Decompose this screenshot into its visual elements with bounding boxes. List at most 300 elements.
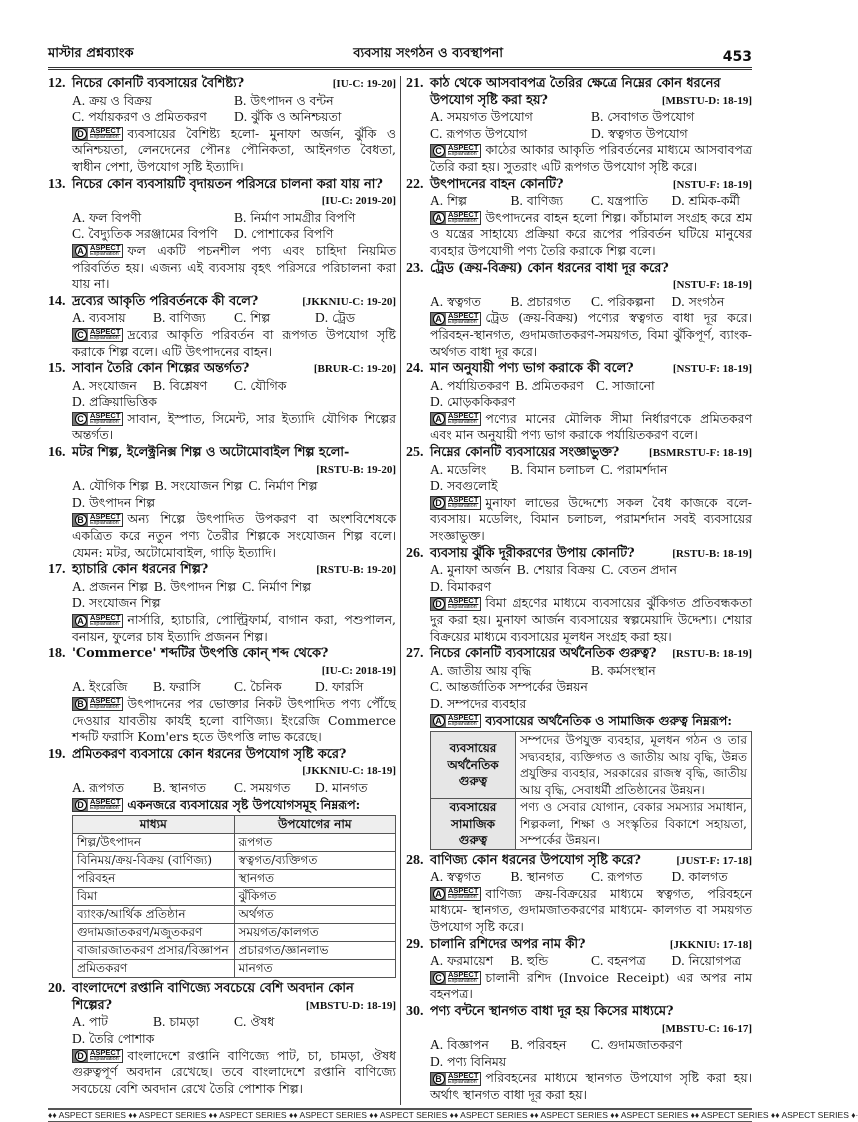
options-list	[430, 1037, 752, 1070]
aspect-logo	[88, 413, 122, 425]
option-letter: B.	[510, 193, 523, 209]
explanation-label: Explanation	[448, 603, 477, 610]
option-d[interactable]	[315, 679, 396, 696]
question-text-block	[430, 76, 752, 109]
answer-letter: B	[75, 514, 87, 526]
explanation	[430, 886, 752, 936]
right-column	[400, 76, 752, 1105]
question-text-block	[430, 177, 752, 194]
exam-source-tag: [MBSTU-D: 18-19]	[305, 999, 396, 1012]
options-list	[72, 378, 396, 411]
aspect-label: ASPECT	[90, 243, 121, 253]
option-letter: D.	[315, 679, 329, 695]
explanation-label: Explanation	[448, 894, 477, 901]
option-text: ফারসি	[332, 679, 364, 695]
option-text: রূপগত	[607, 869, 643, 885]
importance-table	[430, 731, 752, 850]
exam-source-tag: [BRUR-C: 19-20]	[313, 363, 396, 376]
explanation	[72, 327, 396, 360]
explanation	[72, 1048, 396, 1098]
answer-letter: A	[75, 615, 87, 627]
question-text: নিচের কোনটি ব্যবসায়ের বৈশিষ্ট্য?	[72, 76, 245, 91]
answer-explanation-badge	[430, 496, 481, 510]
option-letter: C.	[591, 869, 604, 885]
answer-letter: B	[433, 1073, 445, 1085]
question-number: 22.	[406, 176, 424, 192]
option-d[interactable]	[672, 869, 753, 886]
options-list	[430, 869, 752, 886]
options-list	[430, 109, 752, 142]
option-text: বৈদ্যুতিক সরঞ্জামের বিপণি	[88, 226, 218, 242]
option-text: ফরাসি	[169, 679, 201, 695]
option-a[interactable]	[430, 562, 517, 579]
option-a[interactable]	[72, 579, 154, 596]
answer-letter: C	[75, 329, 87, 341]
option-a[interactable]	[72, 679, 153, 696]
aspect-label: ASPECT	[448, 142, 479, 152]
option-a[interactable]	[430, 1037, 511, 1054]
option-d[interactable]	[672, 953, 753, 970]
option-d[interactable]	[72, 394, 163, 411]
option-letter: D.	[72, 1030, 86, 1046]
option-a[interactable]	[72, 478, 155, 495]
option-c[interactable]	[430, 126, 591, 143]
table-cell: বিনিময়/ক্রয়-বিক্রয় (বাণিজ্য)	[73, 852, 235, 870]
question-text: নিচের কোনটি ব্যবসায়ের অর্থনৈতিক গুরুত্ব?	[430, 646, 657, 662]
option-letter: B.	[591, 662, 604, 678]
answer-explanation-badge	[72, 244, 123, 258]
utility-table	[72, 815, 396, 978]
option-text: হুন্ডি	[526, 953, 549, 969]
table-cell: স্থানগত	[234, 870, 396, 888]
option-d[interactable]	[430, 579, 511, 596]
question-text-block	[430, 261, 752, 294]
question-item	[48, 646, 396, 746]
option-text: প্রক্রিয়াভিত্তিক	[89, 394, 157, 410]
question-item	[48, 294, 396, 360]
option-c[interactable]	[72, 226, 234, 243]
option-letter: C.	[248, 478, 261, 494]
option-letter: C.	[591, 953, 604, 969]
answer-explanation-badge	[430, 714, 481, 728]
question-text-block	[430, 937, 752, 954]
question-item	[406, 76, 752, 176]
answer-explanation-badge	[72, 127, 123, 141]
option-text: উৎপাদন শিল্প	[89, 494, 155, 510]
answer-explanation-badge	[72, 697, 123, 711]
explanation-label: Explanation	[90, 419, 119, 426]
question-number: 30.	[406, 1004, 424, 1019]
option-d[interactable]	[672, 294, 753, 311]
option-text: নিয়োগপত্র	[688, 953, 742, 969]
option-text: বাণিজ্য	[526, 193, 564, 209]
answer-explanation-badge	[430, 887, 481, 901]
options-list	[72, 1014, 396, 1047]
option-c[interactable]	[591, 294, 672, 311]
explanation-label: Explanation	[90, 134, 119, 141]
explanation-label: Explanation	[448, 978, 477, 985]
option-a[interactable]	[430, 663, 591, 680]
option-b[interactable]	[511, 193, 592, 210]
answer-explanation-badge	[72, 1049, 123, 1063]
answer-explanation-badge	[72, 614, 123, 628]
option-b[interactable]	[591, 663, 752, 680]
option-letter: C.	[234, 1014, 247, 1030]
explanation-label: Explanation	[90, 519, 119, 526]
table-row	[73, 888, 396, 906]
question-text-block	[430, 361, 752, 378]
explanation-text: উৎপাদনের বাহন হলো শিল্প। কাঁচামাল সংগ্রহ করে শ্রম ও যন্ত্রের সাহায্যে প্রক্রিয়া করে রূপের পরিবর্তন ঘটিয়ে মানুষের ব্যবহার উপযোগী পণ্য তৈরি করাকে শিল্প বলে।	[430, 209, 752, 258]
option-a[interactable]	[430, 462, 511, 479]
options-list	[72, 310, 396, 327]
answer-letter: C	[433, 972, 445, 984]
options-list	[430, 663, 752, 713]
option-d[interactable]	[672, 193, 753, 210]
option-b[interactable]	[511, 294, 592, 311]
table-cell: রূপগত	[234, 834, 396, 852]
option-a[interactable]	[430, 193, 511, 210]
options-list	[430, 562, 752, 595]
option-b[interactable]	[154, 579, 242, 596]
answer-explanation-badge	[430, 412, 481, 426]
option-b[interactable]	[153, 378, 234, 395]
option-c[interactable]	[249, 478, 330, 495]
table-row	[431, 732, 752, 799]
answer-circle-icon	[431, 413, 446, 425]
option-c[interactable]	[591, 953, 672, 970]
option-b[interactable]	[511, 1037, 592, 1054]
option-c[interactable]	[591, 193, 672, 210]
option-text: রূপগত	[89, 779, 124, 795]
option-text: মুনাফা অর্জন	[447, 562, 511, 578]
option-a[interactable]	[430, 294, 511, 311]
question-number: 15.	[48, 361, 66, 377]
option-a[interactable]	[72, 1014, 153, 1031]
question-text: বাণিজ্য কোন ধরনের উপযোগ সৃষ্টি করে?	[430, 852, 641, 868]
option-letter: D.	[315, 310, 329, 326]
aspect-logo	[88, 245, 122, 257]
question-text-block	[72, 294, 396, 311]
option-letter: B.	[516, 562, 530, 578]
option-b[interactable]	[234, 210, 396, 227]
aspect-label: ASPECT	[448, 1070, 479, 1080]
answer-circle-icon	[73, 128, 88, 140]
question-item	[406, 361, 752, 444]
explanation-label: Explanation	[448, 1078, 477, 1085]
question-text-block	[72, 981, 396, 1014]
option-letter: C.	[591, 193, 604, 209]
option-letter: B.	[510, 293, 523, 309]
question-text-block	[72, 361, 396, 378]
option-c[interactable]	[234, 310, 315, 327]
chapter-title: ব্যবসায় সংগঠন ও ব্যবস্থাপনা	[353, 46, 504, 61]
aspect-label: ASPECT	[448, 495, 479, 505]
options-list	[430, 462, 752, 495]
answer-letter: A	[433, 413, 445, 425]
explanation-label: Explanation	[90, 805, 119, 812]
option-c[interactable]	[242, 579, 323, 596]
exam-source-tag: [BSMRSTU-F: 18-19]	[649, 447, 752, 460]
option-b[interactable]	[515, 378, 596, 395]
question-item	[406, 1004, 752, 1104]
option-letter: C.	[591, 1037, 604, 1053]
option-c[interactable]	[601, 462, 682, 479]
question-number: 19.	[48, 746, 66, 762]
exam-source-tag: [NSTU-F: 18-19]	[672, 363, 752, 376]
option-text: আন্তর্জাতিক সম্পর্কের উন্নয়ন	[446, 679, 588, 695]
options-list	[430, 193, 752, 210]
aspect-logo	[88, 329, 122, 341]
option-text: নির্মাণ শিল্প	[264, 478, 318, 494]
option-a[interactable]	[430, 869, 511, 886]
option-text: চামড়া	[169, 1014, 199, 1030]
explanation-label: Explanation	[90, 704, 119, 711]
table-cell: প্রমিতকরণ	[73, 960, 235, 978]
row-heading: ব্যবসায়ের সামাজিক গুরুত্ব	[431, 799, 516, 850]
option-a[interactable]	[72, 210, 234, 227]
option-d[interactable]	[591, 126, 752, 143]
question-text: ট্রেড (ক্রয়-বিক্রয়) কোন ধরনের বাধা দূর করে?	[430, 260, 669, 276]
table-row	[73, 960, 396, 978]
question-text: প্রমিতকরণ ব্যবসায়ে কোন ধরনের উপযোগ সৃষ্টি করে?	[72, 746, 347, 762]
answer-letter: D	[75, 1050, 87, 1062]
option-b[interactable]	[511, 462, 601, 479]
option-letter: C.	[234, 779, 247, 795]
explanation-text: দ্রব্যের আকৃতি পরিবর্তন বা রূপগত উপযোগ সৃষ্টি করাকে শিল্প বলে। এটি উৎপাদনের বাহন।	[72, 326, 396, 359]
option-letter: C.	[72, 226, 85, 242]
answer-letter: A	[433, 888, 445, 900]
question-number: 14.	[48, 293, 66, 309]
question-text: পণ্য বন্টনে স্থানগত বাধা দূর হয় কিসের মাধ্যমে?	[430, 1004, 674, 1019]
question-item	[48, 76, 396, 176]
explanation-text: একনজরে ব্যবসায়ের সৃষ্ট উপযোগসমূহ নিম্নরূপ:	[127, 796, 361, 812]
question-number: 28.	[406, 852, 424, 868]
answer-circle-icon	[73, 799, 88, 811]
option-text: সময়গত	[250, 779, 291, 795]
aspect-label: ASPECT	[448, 886, 479, 896]
option-letter: A.	[430, 869, 444, 885]
option-c[interactable]	[596, 378, 677, 395]
option-c[interactable]	[234, 1014, 315, 1031]
aspect-label: ASPECT	[90, 511, 121, 521]
explanation-label: Explanation	[448, 721, 477, 728]
option-b[interactable]	[153, 679, 234, 696]
option-text: সংযোজন শিল্প	[89, 595, 161, 611]
answer-circle-icon	[73, 698, 88, 710]
answer-circle-icon	[73, 514, 88, 526]
question-item	[48, 361, 396, 444]
explanation	[430, 411, 752, 444]
option-text: সেবাগত উপযোগ	[607, 109, 695, 125]
option-text: যৌগিক শিল্প	[89, 478, 149, 494]
aspect-label: ASPECT	[90, 327, 121, 337]
option-text: পর্যায়িতকরণ	[447, 377, 510, 393]
explanation	[72, 696, 396, 746]
option-b[interactable]	[234, 93, 396, 110]
aspect-label: ASPECT	[448, 713, 479, 723]
option-letter: C.	[595, 377, 609, 393]
answer-letter: D	[433, 497, 445, 509]
option-text: গুদামজাতকরণ	[607, 1037, 683, 1053]
option-d[interactable]	[315, 310, 396, 327]
option-text: ঝুঁকি ও অনিশ্চয়তা	[251, 109, 342, 125]
explanation-text: বাণিজ্য ক্রয়-বিক্রয়ের মাধ্যমে স্বত্বগত, পরিবহনে মাধ্যমে- স্থানগত, গুদামজাতকরণের মাধ্যমে- কালগত বা সময়গত উপযোগ সৃষ্টি করে।	[430, 885, 752, 935]
answer-explanation-badge	[430, 144, 481, 158]
option-letter: C.	[601, 562, 614, 578]
answer-explanation-badge	[72, 412, 123, 426]
question-item	[48, 177, 396, 293]
answer-letter: D	[75, 128, 87, 140]
aspect-label: ASPECT	[448, 310, 479, 320]
option-text: জাতীয় আয় বৃদ্ধি	[447, 662, 532, 678]
aspect-label: ASPECT	[448, 210, 479, 220]
aspect-logo	[446, 310, 480, 325]
option-letter: B.	[510, 869, 523, 885]
explanation-label: Explanation	[448, 218, 477, 225]
option-text: ক্রয় ও বিক্রয়	[89, 92, 152, 108]
option-b[interactable]	[591, 109, 752, 126]
option-text: বিজ্ঞাপন	[447, 1037, 489, 1053]
answer-circle-icon	[431, 313, 446, 325]
option-text: প্রমিতকরণ	[531, 377, 584, 393]
option-c[interactable]	[234, 679, 315, 696]
options-list	[72, 579, 396, 612]
question-item	[48, 981, 396, 1097]
question-text: বাংলাদেশে রপ্তানি বাণিজ্যে সবচেয়ে বেশি অবদান কোন শিল্পের?	[72, 981, 354, 1013]
option-letter: A.	[72, 779, 86, 795]
option-letter: A.	[72, 679, 86, 695]
option-text: পাট	[89, 1014, 108, 1030]
option-a[interactable]	[72, 780, 153, 797]
aspect-logo	[446, 888, 480, 900]
option-letter: A.	[430, 293, 444, 309]
explanation-text: ফল একটি পচনশীল পণ্য এবং চাহিদা নিয়মিত পরিবর্তিত হয়। এজন্য এই ব্যবসায় বৃহৎ পরিসরে পরিচালনা করা যায় না।	[72, 242, 396, 292]
exam-source-tag: [MBSTU-D: 18-19]	[661, 94, 752, 107]
option-d[interactable]	[430, 394, 521, 411]
option-text: বাণিজ্য	[169, 310, 206, 326]
option-letter: C.	[242, 578, 255, 594]
option-a[interactable]	[430, 953, 511, 970]
option-c[interactable]	[591, 1037, 688, 1054]
option-letter: D.	[315, 779, 329, 795]
option-text: পরামর্শদান	[616, 461, 668, 477]
options-list	[430, 378, 752, 411]
explanation	[430, 142, 752, 175]
question-text-block	[72, 562, 396, 579]
option-b[interactable]	[153, 780, 234, 797]
option-c[interactable]	[430, 679, 594, 696]
explanation	[430, 595, 752, 645]
question-text-block	[430, 1004, 752, 1037]
option-c[interactable]	[601, 562, 683, 579]
option-text: চৈনিক	[250, 679, 282, 695]
explanation-label: Explanation	[448, 419, 477, 426]
answer-circle-icon	[431, 715, 446, 727]
table-cell: গুদামজাতকরণ/মজুতকরণ	[73, 924, 235, 942]
option-text: স্বত্বগত	[447, 869, 481, 885]
option-d[interactable]	[72, 495, 161, 512]
option-b[interactable]	[511, 869, 592, 886]
option-letter: B.	[153, 377, 166, 393]
option-text: কর্মসংস্থান	[607, 662, 656, 678]
option-b[interactable]	[153, 310, 234, 327]
option-a[interactable]	[430, 109, 591, 126]
option-d[interactable]	[430, 478, 511, 495]
option-c[interactable]	[234, 780, 315, 797]
answer-letter: A	[433, 313, 445, 325]
explanation	[72, 126, 396, 176]
option-a[interactable]	[72, 310, 153, 327]
option-c[interactable]	[591, 869, 672, 886]
option-text: সংযোজন শিল্প	[171, 478, 243, 494]
option-d[interactable]	[234, 109, 396, 126]
option-d[interactable]	[430, 1054, 512, 1071]
option-letter: A.	[72, 377, 86, 393]
answer-letter: A	[433, 212, 445, 224]
option-letter: D.	[430, 695, 444, 711]
question-number: 13.	[48, 176, 66, 192]
explanation-text: অন্য শিল্পে উৎপাদিত উপকরণ বা অংশবিশেষকে একত্রিত করে নতুন পণ্য তৈরীর শিল্পকে সংযোজন শিল্প বলে। যেমন: মটর, অটোমোবাইল, গাড়ি ইত্যাদি।	[72, 511, 396, 560]
answer-circle-icon	[431, 972, 446, 984]
option-b[interactable]	[511, 953, 592, 970]
option-a[interactable]	[430, 378, 515, 395]
explanation-text: মুনাফা লাভের উদ্দেশ্যে সকল বৈধ কাজকে বলে- ব্যবসায়। মডেলিং, বিমান চলাচল, পরামর্শদান সবই ব্যবসায়ের সংজ্ঞাভুক্ত।	[430, 494, 752, 544]
answer-circle-icon	[431, 1073, 446, 1085]
option-a[interactable]	[72, 378, 153, 395]
exam-source-tag: [JUST-F: 17-18]	[676, 854, 752, 867]
option-c[interactable]	[234, 378, 315, 395]
option-letter: B.	[234, 92, 247, 108]
option-letter: C.	[234, 377, 247, 393]
explanation-label: Explanation	[448, 150, 477, 157]
answer-circle-icon	[431, 598, 446, 610]
table-row	[73, 852, 396, 870]
option-d[interactable]	[234, 226, 396, 243]
table-cell: বিমা	[73, 888, 235, 906]
explanation	[430, 1070, 752, 1103]
option-letter: A.	[72, 92, 86, 108]
table-header-row	[73, 816, 396, 834]
answer-circle-icon	[431, 212, 446, 224]
option-d[interactable]	[72, 1031, 160, 1048]
option-d[interactable]	[430, 696, 591, 713]
option-letter: D.	[430, 578, 444, 594]
option-text: ব্যবসায়	[89, 310, 126, 326]
question-number: 29.	[406, 936, 424, 952]
option-d[interactable]	[72, 595, 166, 612]
option-c[interactable]	[72, 109, 234, 126]
option-letter: D.	[671, 293, 685, 309]
option-letter: B.	[153, 1014, 166, 1030]
option-d[interactable]	[315, 780, 396, 797]
explanation-label: Explanation	[90, 335, 119, 342]
answer-explanation-badge	[430, 1072, 481, 1086]
explanation-text: পণ্যের মানের মৌলিক সীমা নির্ধারণকে প্রমিতকরণ এবং মান অনুযায়ী পণ্য ভাগ করাকে পর্যায়িতকরণ বলে।	[430, 410, 752, 443]
option-b[interactable]	[153, 1014, 234, 1031]
aspect-label: ASPECT	[90, 696, 121, 706]
exam-source-tag: [JKKNIU: 17-18]	[669, 938, 752, 951]
table-cell: অর্থগত	[234, 906, 396, 924]
option-a[interactable]	[72, 93, 234, 110]
question-text: হ্যাচারি কোন ধরনের শিল্প?	[72, 562, 209, 578]
option-letter: D.	[671, 869, 685, 885]
answer-circle-icon	[73, 245, 88, 257]
option-b[interactable]	[155, 478, 249, 495]
option-b[interactable]	[517, 562, 601, 579]
option-text: স্বত্বগত উপযোগ	[608, 125, 688, 141]
explanation	[72, 797, 396, 814]
option-text: রূপগত উপযোগ	[446, 125, 528, 141]
